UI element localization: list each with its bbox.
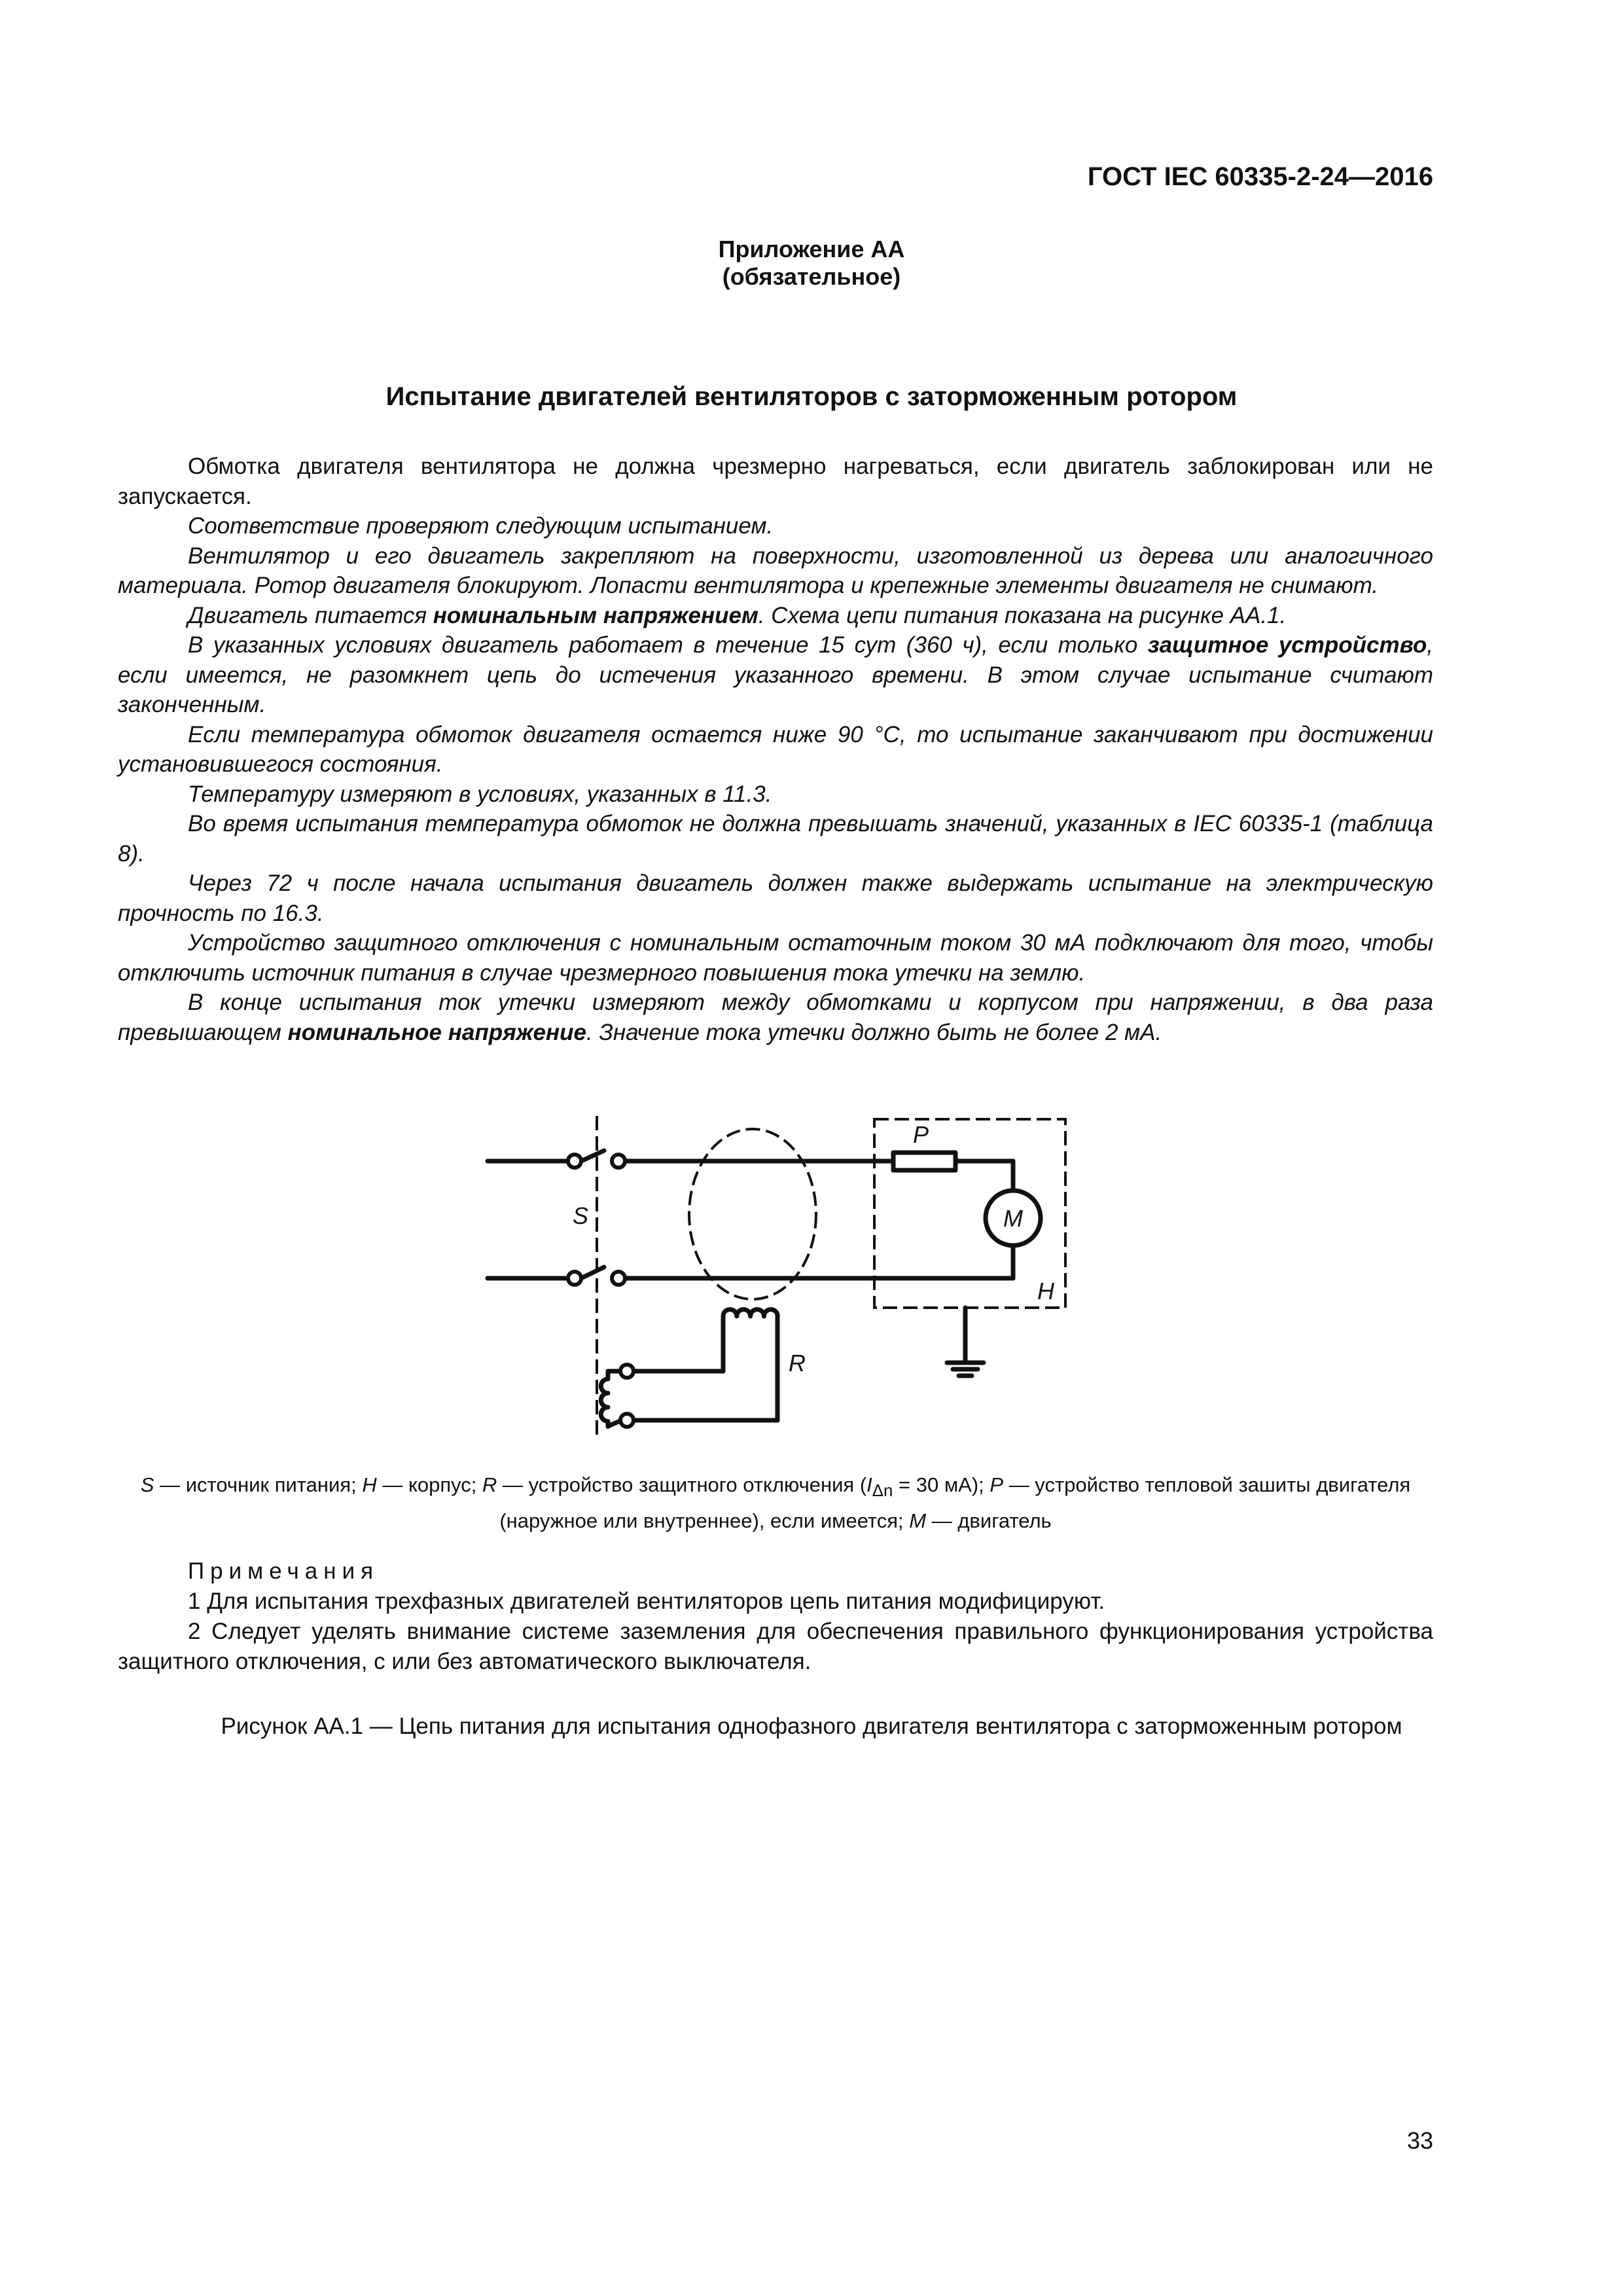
text-run: . Схема цепи питания показана на рисунке АА.1. (758, 602, 1287, 628)
notes (118, 1556, 1433, 1677)
note: 2 Следует уделять внимание системе заземления для обеспечения правильного функционирования устройства защитного отключения, с или без автоматического выключателя. (118, 1619, 1433, 1674)
paragraph: Если температура обмоток двигателя остается ниже 90 °С, то испытание заканчивают при достижении установившегося состояния. (118, 721, 1433, 777)
paragraph (118, 601, 1433, 631)
label-r: R (789, 1350, 806, 1376)
legend-symbol: H (362, 1473, 377, 1496)
page-number: 33 (1406, 2127, 1433, 2154)
text-run: В указанных условиях двигатель работает в течение 15 сут (360 ч), если только (188, 632, 1148, 658)
legend-symbol: R (482, 1473, 497, 1496)
legend-text: — двигатель (926, 1509, 1052, 1533)
legend-text: — источник питания; (154, 1473, 363, 1496)
legend-text: = 30 мА); (893, 1473, 990, 1496)
terminal (612, 1272, 625, 1285)
text-run: . Значение тока утечки должно быть не более 2 мА. (586, 1019, 1162, 1045)
annex-title: Приложение АА (718, 236, 905, 262)
paragraph (118, 988, 1433, 1047)
paragraph: Вентилятор и его двигатель закрепляют на поверхности, изготовленной из дерева или аналогичного материала. Ротор двигателя блокируют. Лопасти вентилятора и крепежные элементы двигателя не снимают. (118, 543, 1433, 598)
document-id: ГОСТ IEC 60335-2-24—2016 (1087, 162, 1433, 191)
figure-caption: Рисунок АА.1 — Цепь питания для испытания однофазного двигателя вентилятора с заторможенным ротором (221, 1713, 1402, 1739)
legend-symbol: P (990, 1473, 1004, 1496)
circuit-diagram (471, 1100, 1086, 1440)
relay-coil (601, 1371, 608, 1427)
terminal (568, 1155, 581, 1168)
paragraph: Соответствие проверяют следующим испытанием. (188, 513, 774, 539)
notes-heading: Примечания (188, 1558, 380, 1584)
terminal (620, 1414, 633, 1427)
paragraph: Обмотка двигателя вентилятора не должна чрезмерно нагреваться, если двигатель заблокирован или не запускается. (118, 454, 1433, 509)
toroid-core (689, 1129, 816, 1299)
label-s: S (573, 1202, 589, 1229)
legend-text: — корпус; (376, 1473, 483, 1496)
defined-term: защитное устройство (1147, 632, 1427, 658)
text-run: , если имеется, не разомкнет цепь до истечения указанного времени. В этом случае испытание считают законченным. (118, 632, 1433, 717)
paragraph (118, 630, 1433, 720)
body-text (118, 452, 1433, 1047)
switch-blade (581, 1151, 604, 1161)
legend-text: — устройство защитного отключения ( (497, 1473, 867, 1496)
defined-term: номинальное напряжение (287, 1019, 586, 1045)
label-p: P (913, 1121, 929, 1148)
legend-symbol: M (909, 1509, 927, 1533)
note: 1 Для испытания трехфазных двигателей вентиляторов цепь питания модифицируют. (188, 1588, 1105, 1614)
paragraph: Через 72 ч после начала испытания двигатель должен также выдержать испытание на электрическую прочность по 16.3. (118, 870, 1433, 926)
paragraph: Температуру измеряют в условиях, указанных в 11.3. (188, 781, 772, 807)
winding-coil (723, 1310, 777, 1316)
legend-subscript: Δn (872, 1482, 893, 1501)
legend-symbol: I (866, 1473, 872, 1496)
terminal (568, 1272, 581, 1285)
switch-blade (581, 1267, 604, 1278)
legend-symbol: S (140, 1473, 154, 1496)
annex-status: (обязательное) (722, 263, 901, 290)
figure-legend (118, 1470, 1433, 1535)
paragraph: Во время испытания температура обмоток не должна превышать значений, указанных в IEC 60335-1 (таблица 8). (118, 811, 1433, 867)
resistor-p (893, 1153, 955, 1170)
label-m: M (1003, 1205, 1023, 1232)
text-run: Двигатель питается (188, 602, 433, 628)
defined-term: номинальным напряжением (433, 602, 758, 628)
section-title: Испытание двигателей вентиляторов с заторможенным ротором (385, 382, 1238, 411)
terminal (612, 1155, 625, 1168)
label-h: H (1037, 1278, 1054, 1304)
text-run: В конце испытания ток утечки измеряют между обмотками и корпусом при напряжении, в два раза превышающем (118, 990, 1433, 1045)
legend-text: — устройство тепловой зашиты двигателя (наружное или внутреннее), если имеется; (499, 1473, 1411, 1533)
terminal (620, 1365, 633, 1378)
paragraph: Устройство защитного отключения с номинальным остаточным током 30 мА подключают для того, чтобы отключить источник питания в случае чрезмерного повышения тока утечки на землю. (118, 930, 1433, 986)
